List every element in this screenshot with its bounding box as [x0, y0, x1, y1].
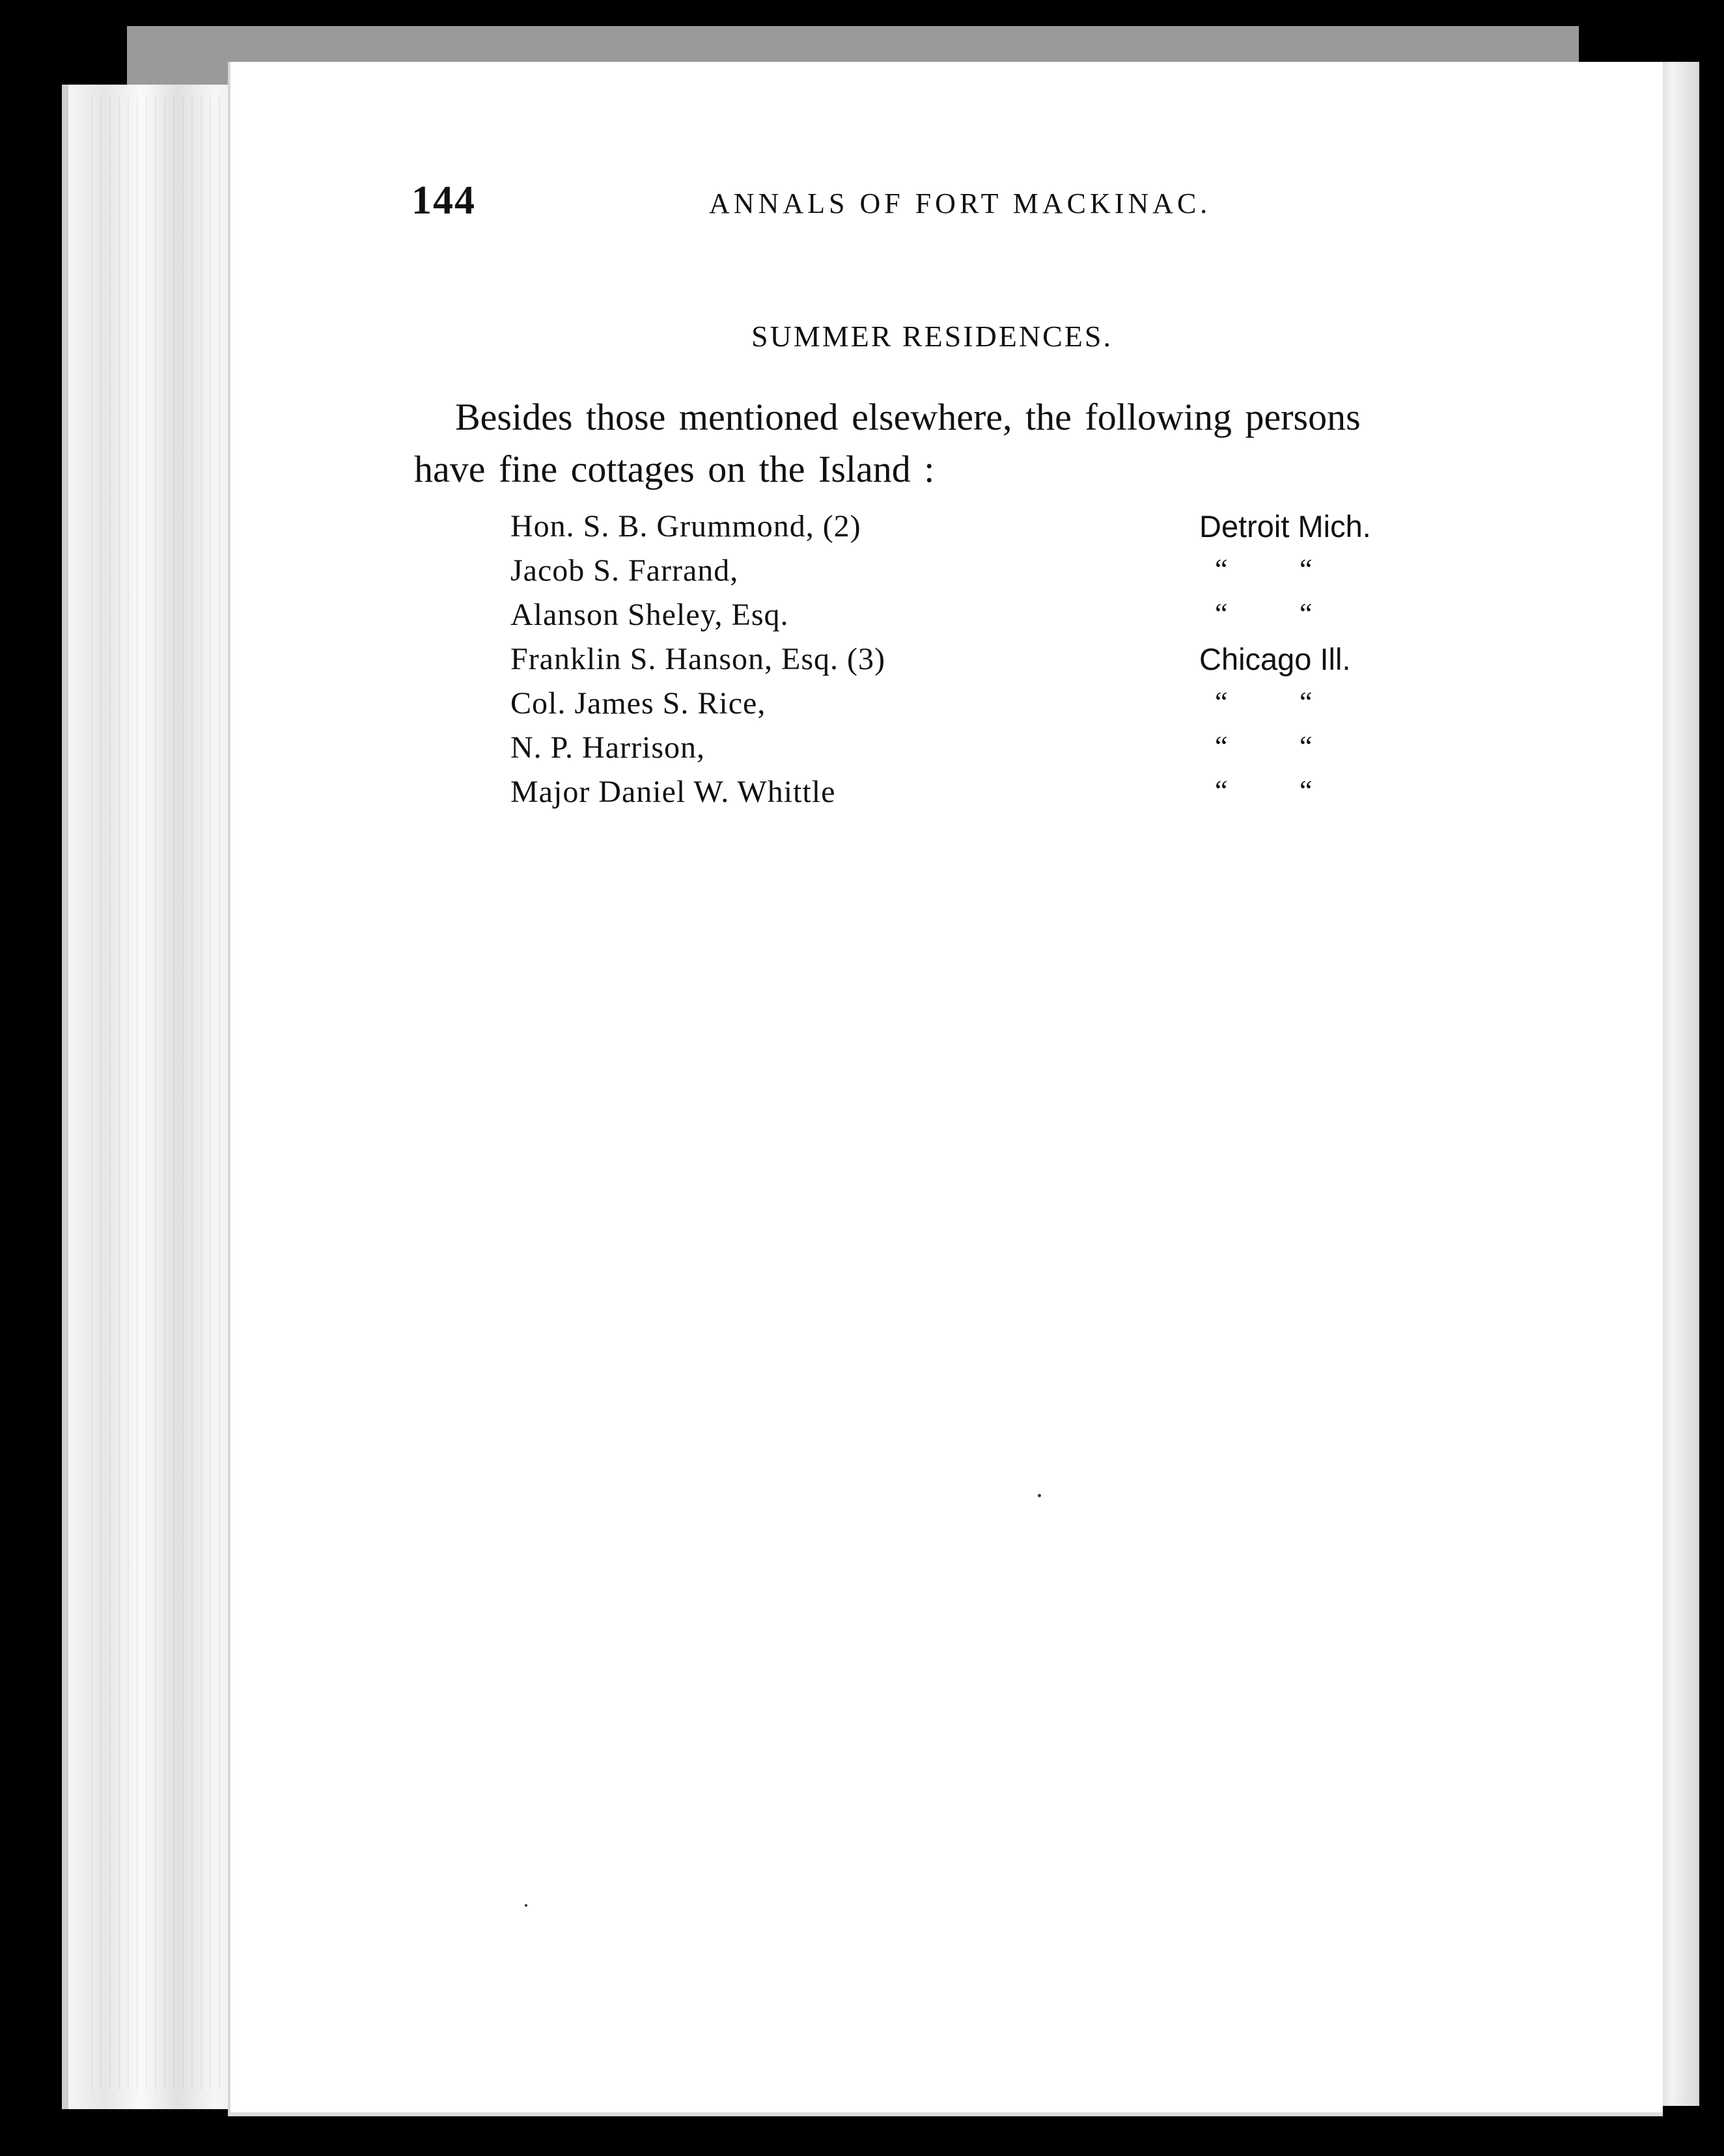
list-item [510, 553, 1422, 597]
list-item [510, 685, 1422, 730]
resident-name: Major Daniel W. Whittle [510, 775, 836, 809]
running-head: ANNALS OF FORT MACKINAC. [709, 187, 1212, 219]
resident-name: Col. James S. Rice, [510, 686, 766, 721]
ink-speck [1038, 1494, 1041, 1497]
intro-paragraph-line: Besides those mentioned elsewhere, the following persons [455, 396, 1361, 438]
residents-list [510, 508, 1422, 818]
resident-city: Chicago Ill. [1199, 642, 1351, 676]
resident-name: Franklin S. Hanson, Esq. (3) [510, 642, 885, 676]
ditto-mark: “ [1215, 686, 1228, 718]
ditto-mark: “ [1215, 598, 1228, 629]
resident-name: N. P. Harrison, [510, 730, 705, 765]
resident-name: Alanson Sheley, Esq. [510, 598, 789, 632]
list-item [510, 597, 1422, 641]
ditto-mark: “ [1300, 730, 1313, 762]
resident-name: Jacob S. Farrand, [510, 553, 739, 588]
ink-speck [525, 1904, 527, 1907]
ditto-mark: “ [1215, 553, 1228, 585]
list-item [510, 641, 1422, 685]
ditto-mark: “ [1300, 686, 1313, 718]
resident-name: Hon. S. B. Grummond, (2) [510, 509, 861, 544]
list-item [510, 730, 1422, 774]
book-page [228, 62, 1663, 2116]
ditto-mark: “ [1215, 775, 1228, 807]
page-number: 144 [411, 178, 476, 223]
resident-city: Detroit Mich. [1199, 509, 1371, 544]
section-title: SUMMER RESIDENCES. [751, 320, 1113, 353]
ditto-mark: “ [1300, 553, 1313, 585]
ditto-mark: “ [1300, 598, 1313, 629]
ditto-mark: “ [1215, 730, 1228, 762]
list-item [510, 774, 1422, 818]
ditto-mark: “ [1300, 775, 1313, 807]
intro-paragraph-line: have fine cottages on the Island : [414, 448, 935, 490]
list-item [510, 508, 1422, 553]
page-stack-lines [91, 98, 234, 2090]
